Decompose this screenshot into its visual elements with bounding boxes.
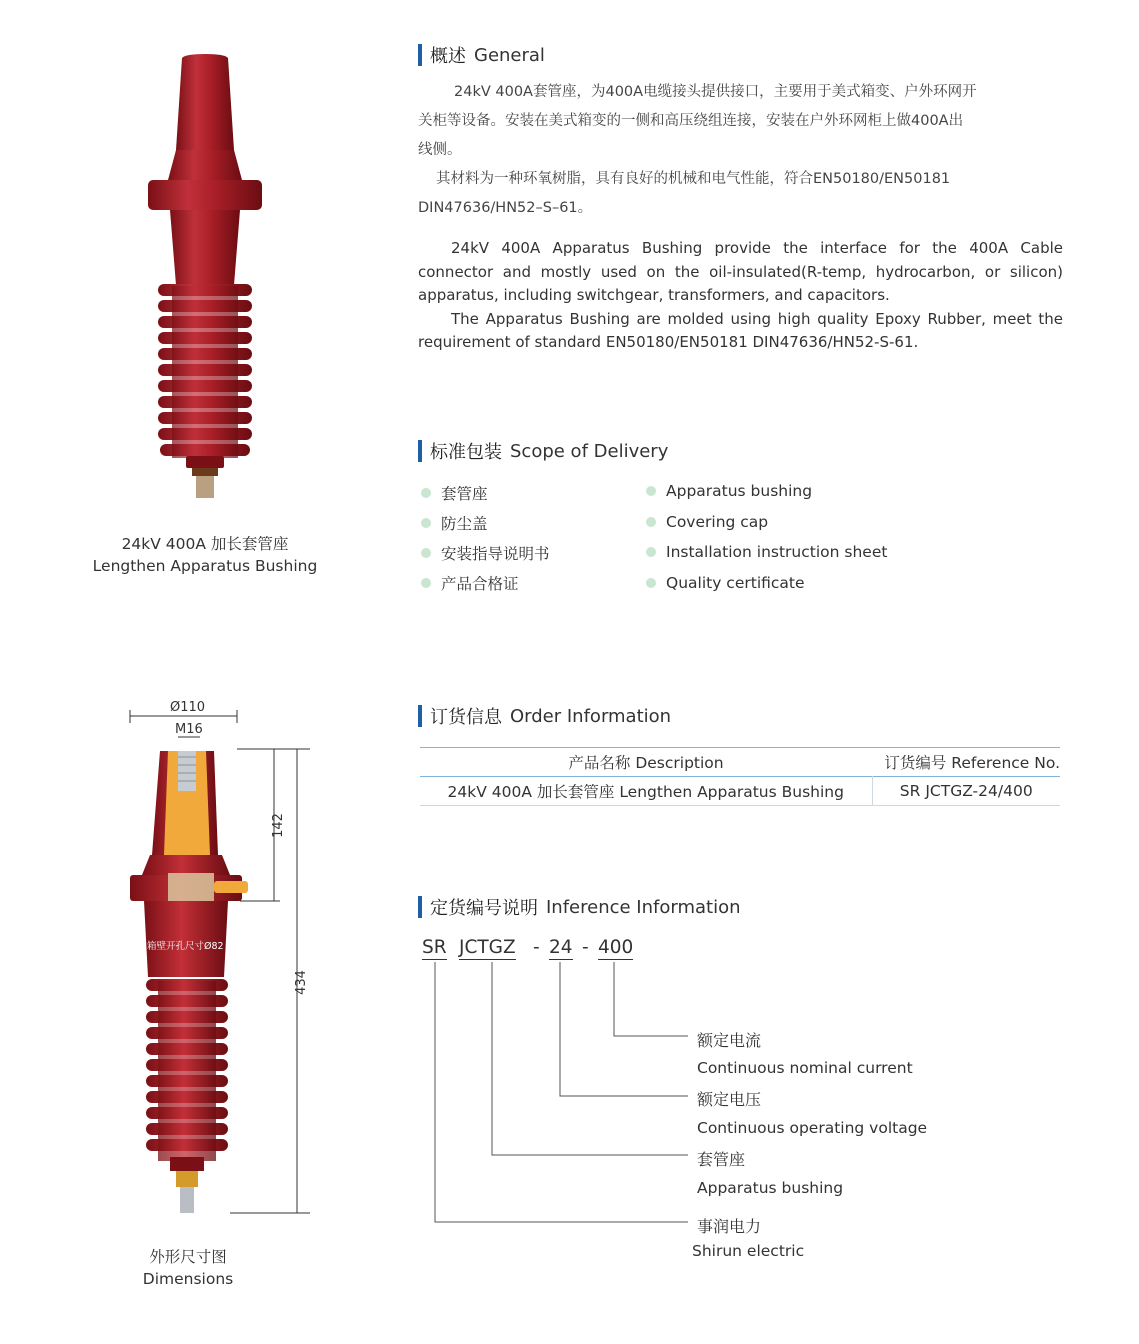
delivery-item-en [646,543,887,561]
legend-bushing-cn: 套管座 [697,1150,746,1169]
delivery-item-label: Installation instruction sheet [666,543,888,561]
cn-line: DIN47636/HN52–S–61。 [418,200,593,216]
delivery-item-label: 防尘盖 [441,515,488,533]
dim-434-label: 434 [293,970,309,995]
product-caption-cn: 24kV 400A 加长套管座 [121,535,289,553]
cn-line: 其材料为一种环氧树脂，具有良好的机械和电气性能，符合EN50180/EN50181 [436,171,951,187]
code-separator: - [582,937,589,958]
bullet-icon [646,578,656,588]
bullet-icon [421,548,431,558]
delivery-item-label: Quality certificate [666,574,805,592]
order-table-header [420,748,1060,777]
heading-accent-bar [418,440,422,462]
bullet-icon [421,518,431,528]
delivery-item-label: Apparatus bushing [666,482,813,500]
delivery-heading [418,439,668,463]
dim-hole-label: 箱壁开孔尺寸Ø82 [147,941,224,952]
product-caption [60,533,350,577]
bullet-icon [421,488,431,498]
code-separator: - [533,937,540,958]
order-head-ref: 订货编号 Reference No. [884,754,1060,772]
general-cn-paragraph [418,78,1063,223]
order-row-desc: 24kV 400A 加长套管座 Lengthen Apparatus Bushing [420,777,872,806]
order-head-desc: 产品名称 Description [568,754,724,772]
code-part-24: 24 [549,937,573,958]
bullet-icon [646,547,656,557]
dimensions-caption-cn: 外形尺寸图 [149,1248,227,1266]
delivery-item-en [646,574,805,592]
heading-accent-bar [418,44,422,66]
delivery-item-en [646,513,768,531]
bullet-icon [646,517,656,527]
delivery-title-cn: 标准包装 [430,442,502,463]
order-row-ref: SR JCTGZ-24/400 [899,782,1033,800]
inference-title-en: Inference Information [546,896,741,918]
code-leader-lines [420,960,700,1230]
heading-accent-bar [418,705,422,727]
general-heading [418,43,545,67]
cn-line: 关柜等设备。安装在美式箱变的一侧和高压绕组连接，安装在户外环网柜上做400A出 [418,113,964,129]
legend-brand-en: Shirun electric [692,1242,805,1260]
bullet-icon [646,486,656,496]
dimensions-caption [108,1246,268,1290]
legend-current-cn: 额定电流 [697,1031,762,1050]
delivery-item-cn [421,482,488,504]
delivery-item-label: 产品合格证 [441,575,519,593]
bullet-icon [421,578,431,588]
en-para-1: 24kV 400A Apparatus Bushing provide the interface for the 400A Cable connector and mostly used on the oil-insulated(R-temp, hydrocarbon, or silicon) apparatus, including switchgear, transformers, and capacitors. [418,239,1063,304]
order-title-cn: 订货信息 [430,707,502,728]
code-part-jctgz: JCTGZ [459,937,516,958]
table-row [420,777,1060,806]
heading-accent-bar [418,896,422,918]
legend-bushing-en: Apparatus bushing [697,1179,844,1197]
general-title-cn: 概述 [430,46,466,67]
en-para-2: The Apparatus Bushing are molded using high quality Epoxy Rubber, meet the requirement of standard EN50180/EN50181 DIN47636/HN52-S-61. [418,309,1063,351]
dim-m16-label: M16 [175,722,203,737]
general-en-paragraph [418,237,1063,355]
order-title-en: Order Information [510,705,672,727]
cn-line: 24kV 400A套管座，为400A电缆接头提供接口，主要用于美式箱变、户外环网开 [454,84,977,100]
inference-heading [418,895,741,919]
delivery-item-label: 安装指导说明书 [441,545,550,563]
delivery-item-label: 套管座 [441,485,488,503]
product-caption-en: Lengthen Apparatus Bushing [92,557,318,575]
legend-voltage-cn: 额定电压 [697,1090,762,1109]
bushing-product-image [130,50,280,505]
dimension-drawing [110,695,330,1225]
legend-voltage-en: Continuous operating voltage [697,1119,928,1137]
dim-142-label: 142 [270,813,286,838]
general-title-en: General [474,44,545,66]
delivery-item-en [646,482,812,500]
order-heading [418,704,671,728]
dim-d110-label: Ø110 [170,700,206,715]
inference-title-cn: 定货编号说明 [430,898,538,919]
delivery-item-cn [421,512,488,534]
code-part-sr: SR [422,937,447,958]
delivery-item-cn [421,542,550,564]
order-table [420,747,1060,806]
delivery-item-cn [421,572,519,594]
delivery-item-label: Covering cap [666,513,769,531]
delivery-title-en: Scope of Delivery [510,440,669,462]
code-part-400: 400 [598,937,634,958]
dimensions-caption-en: Dimensions [142,1270,234,1288]
legend-brand-cn: 事润电力 [697,1217,762,1236]
legend-current-en: Continuous nominal current [697,1059,913,1077]
cn-line: 线侧。 [418,142,462,158]
